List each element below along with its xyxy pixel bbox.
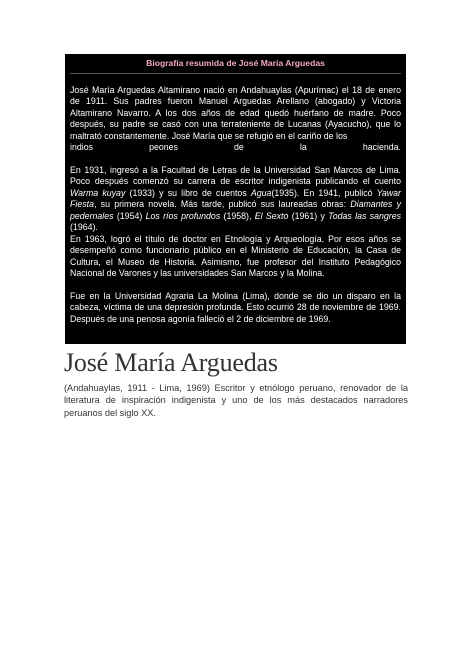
- work-title-diamantes: Diamantes y pedernales: [70, 199, 401, 221]
- biography-box: [65, 54, 406, 344]
- word-peones: peones: [149, 142, 178, 152]
- word-la: la: [299, 142, 307, 152]
- biography-paragraph-3: En 1963, logró el título de doctor en Etnología y Arqueología. Por esos años se desempeñó como funcionario público en el Ministerio de Educación, la Casa de Cultura, el Museo de Historia. Asimismo, fue profesor del Instituto Pedagógico Nacional de Varones y las universidades San Marcos y la Molina.: [70, 233, 401, 278]
- work-title-warma-kuyay: Warma kuyay: [70, 187, 126, 198]
- biography-box-title: Biografía resumida de José María Arguedas: [70, 58, 401, 74]
- work-title-el-sexto: El Sexto: [254, 210, 289, 221]
- text-span: (1958),: [220, 210, 255, 221]
- text-span: , su primera novela. Más tarde, publicó sus laureadas obras:: [93, 199, 351, 209]
- word-de: de: [234, 142, 244, 152]
- biography-paragraph-1: [70, 85, 401, 143]
- biography-paragraph-1-last-line: [70, 142, 401, 154]
- work-title-agua: Agua: [250, 187, 272, 198]
- work-title-yawar-fiesta: Yawar Fiesta: [70, 187, 401, 209]
- text-span: En 1931, ingresó a la Facultad de Letras de la Universidad San Marcos de Lima. Poco después comenzó su carrera de escritor indigenista publicando el cuento: [70, 164, 401, 186]
- work-title-todas-las-sangres: Todas las sangres: [328, 210, 401, 221]
- work-title-los-rios-profundos: Los ríos profundos: [145, 210, 221, 221]
- text-span: (1935). En 1941, publicó: [271, 187, 377, 198]
- word-hacienda: hacienda.: [362, 142, 401, 152]
- page-title: José María Arguedas: [64, 348, 278, 377]
- summary-paragraph: (Andahuaylas, 1911 - Lima, 1969) Escritor y etnólogo peruano, renovador de la literatura de inspiración indigenista y uno de los más destacados narradores peruanos del siglo XX.: [64, 383, 408, 418]
- biography-paragraph-4: Fue en la Universidad Agraria La Molina (Lima), donde se dio un disparo en la cabeza, víctima de una depresión profunda. Esto ocurrió 28 de noviembre de 1969. Después de una penosa agonía falleció el 2 de diciembre de 1969.: [70, 290, 401, 324]
- text-span: (1961) y: [288, 210, 329, 221]
- text-span: (1954): [113, 210, 146, 221]
- text-span: (1933) y su libro de cuentos: [125, 187, 251, 198]
- biography-paragraph-2: [70, 165, 401, 234]
- word-indios: indios: [70, 142, 93, 152]
- biography-paragraph-1-text: José María Arguedas Altamirano nació en Andahuaylas (Apurímac) el 18 de enero de 1911. Sus padres fueron Manuel Arguedas Arellano (abogado) y Victoria Altamirano Navarro. A los dos años de edad quedó huérfano de madre. Poco después, su padre se casó con una terrateniente de Lucanas (Ayacucho), que lo maltrató constantemente. José María que se refugió en el cariño de los: [70, 84, 401, 141]
- text-span: (1964).: [70, 222, 98, 232]
